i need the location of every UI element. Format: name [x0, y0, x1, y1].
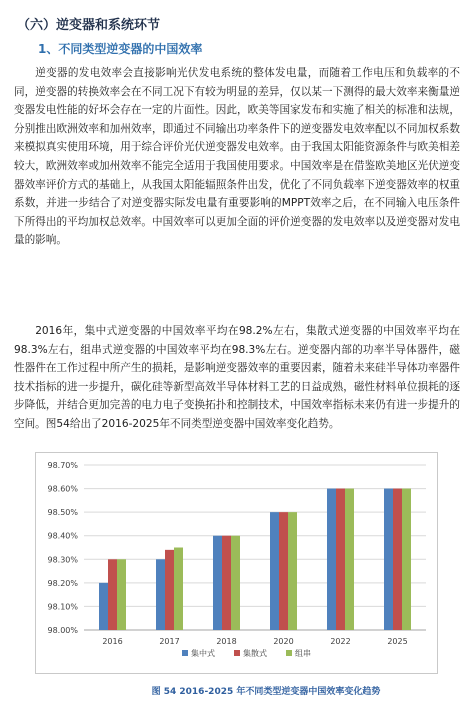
y-tick-label: 98.10% [47, 602, 78, 612]
bar-1 [270, 512, 279, 630]
efficiency-chart-svg [36, 453, 437, 673]
bar-2 [336, 489, 345, 630]
bar-2 [393, 489, 402, 630]
y-tick-label: 98.40% [47, 531, 78, 541]
bar-2 [165, 550, 174, 630]
subsection-heading: 1、不同类型逆变器的中国效率 [38, 42, 203, 56]
legend-label-3: 组串 [295, 649, 311, 658]
body-paragraph-2: 2016年，集中式逆变器的中国效率平均在98.2%左右，集散式逆变器的中国效率平均在98.3%左右，组串式逆变器的中国效率平均在98.3%左右。逆变器内部的功率半导体器件，磁性器件在工作过程中所产生的损耗，是影响逆变器效率的重要因素，随着未来硅半导体功率器件技术指标的进一步提升，碳化硅等新型高效半导体材料工艺的日益成熟，磁性材料单位损耗的逐步降低，并结合更加完善的电力电子变换拓扑和控制技术，中国效率指标未来仍有进一步提升的空间。图54给出了2016-2025年不同类型逆变器中国效率变化趋势。 [14, 325, 460, 430]
legend-swatch-1 [182, 650, 188, 656]
y-tick-label: 98.50% [47, 508, 78, 518]
legend-label-1: 集中式 [191, 649, 215, 658]
bar-3 [174, 548, 183, 631]
bar-2 [279, 512, 288, 630]
bar-1 [156, 559, 165, 630]
bar-3 [402, 489, 411, 630]
body-paragraph-1: 逆变器的发电效率会直接影响光伏发电系统的整体发电量，而随着工作电压和负载率的不同，逆变器的转换效率会在不同工况下有较为明显的差异，仅以某一下测得的最大效率来衡量逆变器发电性能的好坏会存在一定的片面性。因此，欧美等国家发布和实施了相关的标准和法规，分别推出欧洲效率和加州效率，即通过不同输出功率条件下的逆变器发电效率配以不同加权系数来模拟真实使用环境，用于综合评价光伏逆变器发电效率。由于我国太阳能资源条件与欧美相差较大，欧洲效率或加州效率不能完全适用于我国使用要求。中国效率是在借鉴欧美地区光伏逆变器效率评价方式的基础上，从我国太阳能辐照条件出发，优化了不同负载率下逆变器效率的权重系数，并进一步结合了对逆变器实际发电量有重要影响的MPPT效率之后，在不同输入电压条件下所得出的平均加权总效率。中国效率可以更加全面的评价逆变器的发电效率以及逆变器对发电量的影响。 [14, 67, 460, 247]
x-tick-label: 2020 [273, 637, 294, 646]
legend-swatch-3 [286, 650, 292, 656]
legend-label-2: 集散式 [243, 649, 267, 658]
section-heading: （六）逆变器和系统环节 [17, 18, 161, 33]
bar-2 [222, 536, 231, 630]
y-tick-label: 98.70% [47, 461, 78, 470]
legend-swatch-2 [234, 650, 240, 656]
bar-1 [384, 489, 393, 630]
x-tick-label: 2016 [102, 637, 123, 646]
y-tick-label: 98.20% [47, 578, 78, 588]
y-tick-label: 98.30% [47, 555, 78, 565]
x-tick-label: 2025 [387, 637, 408, 646]
bar-3 [345, 489, 354, 630]
bar-2 [108, 559, 117, 630]
bar-3 [288, 512, 297, 630]
x-tick-label: 2018 [216, 637, 237, 646]
efficiency-chart [35, 452, 438, 674]
bar-1 [99, 583, 108, 630]
x-tick-label: 2017 [159, 637, 180, 646]
y-tick-label: 98.60% [47, 484, 78, 494]
bar-3 [231, 536, 240, 630]
y-tick-label: 98.00% [47, 626, 78, 635]
figure-caption: 图 54 2016-2025 年不同类型逆变器中国效率变化趋势 [151, 687, 381, 697]
x-tick-label: 2022 [330, 637, 351, 646]
bar-1 [327, 489, 336, 630]
bar-1 [213, 536, 222, 630]
bar-3 [117, 559, 126, 630]
